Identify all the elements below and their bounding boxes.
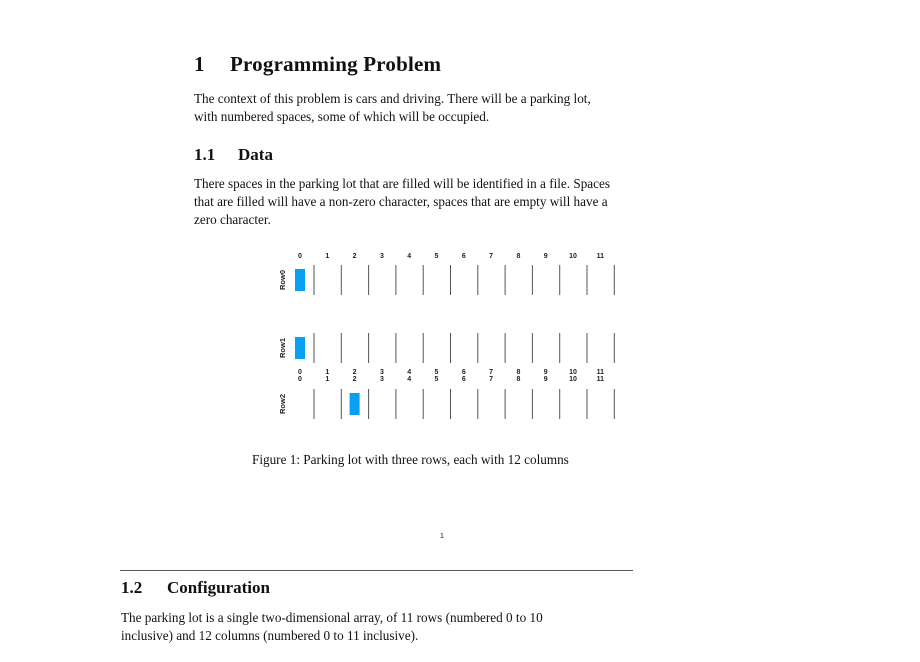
column-number: 3 (379, 376, 384, 383)
column-number: 5 (434, 376, 439, 383)
row-label: Row1 (278, 337, 287, 359)
column-number: 9 (543, 369, 548, 376)
column-number: 0 (298, 253, 302, 260)
occupied-car (295, 337, 305, 359)
column-number: 2 (352, 369, 357, 376)
row-label: Row2 (278, 393, 287, 415)
column-number: 11 (596, 376, 605, 383)
paragraph-line: There spaces in the parking lot that are filled will be identified in a file. Spaces (194, 176, 610, 191)
page-number: 1 (440, 533, 444, 540)
subsection-title: Data (238, 145, 273, 164)
subsection-heading (121, 578, 270, 598)
column-number: 2 (352, 376, 357, 383)
column-number: 5 (434, 369, 439, 376)
column-number: 8 (516, 376, 521, 383)
column-number: 11 (596, 253, 605, 260)
column-number: 6 (461, 369, 466, 376)
column-number: 3 (379, 253, 384, 260)
column-number: 5 (434, 253, 439, 260)
column-number: 6 (461, 376, 466, 383)
column-number: 0 (298, 376, 302, 383)
column-number: 4 (407, 369, 412, 376)
paragraph-line: The parking lot is a single two-dimensional array, of 11 rows (numbered 0 to 10 (121, 610, 543, 625)
column-number: 8 (516, 369, 521, 376)
subsection-paragraph (121, 609, 641, 645)
paragraph-line: zero character. (194, 212, 271, 227)
paragraph-line: The context of this problem is cars and driving. There will be a parking lot, (194, 91, 591, 106)
column-number: 10 (569, 253, 577, 260)
column-number: 0 (298, 369, 302, 376)
column-number: 11 (596, 369, 605, 376)
page-divider (120, 570, 633, 571)
column-number: 1 (325, 369, 330, 376)
column-number: 9 (543, 376, 548, 383)
column-number: 7 (489, 369, 494, 376)
paragraph-line: with numbered spaces, some of which will be occupied. (194, 109, 490, 124)
occupied-car (295, 269, 305, 291)
column-number: 4 (407, 253, 412, 260)
subsection-title: Configuration (167, 578, 270, 597)
column-number: 1 (325, 253, 330, 260)
section-title: Programming Problem (230, 52, 442, 76)
occupied-car (350, 393, 360, 415)
column-number: 7 (489, 253, 494, 260)
column-number: 2 (352, 253, 357, 260)
figure-caption: Figure 1: Parking lot with three rows, each with 12 columns (252, 452, 569, 467)
section-number: 1 (194, 52, 205, 76)
paragraph-line: that are filled will have a non-zero character, spaces that are empty will have a (194, 194, 608, 209)
subsection-number: 1.1 (194, 145, 216, 164)
column-number: 10 (569, 376, 577, 383)
column-number: 1 (325, 376, 330, 383)
column-number: 9 (543, 253, 548, 260)
row-label: Row0 (278, 269, 287, 291)
paragraph-line: inclusive) and 12 columns (numbered 0 to 11 inclusive). (121, 628, 419, 643)
column-number: 3 (379, 369, 384, 376)
column-number: 6 (461, 253, 466, 260)
column-number: 4 (407, 376, 412, 383)
column-number: 10 (569, 369, 577, 376)
column-number: 8 (516, 253, 521, 260)
subsection-number: 1.2 (121, 578, 143, 597)
column-number: 7 (489, 376, 494, 383)
